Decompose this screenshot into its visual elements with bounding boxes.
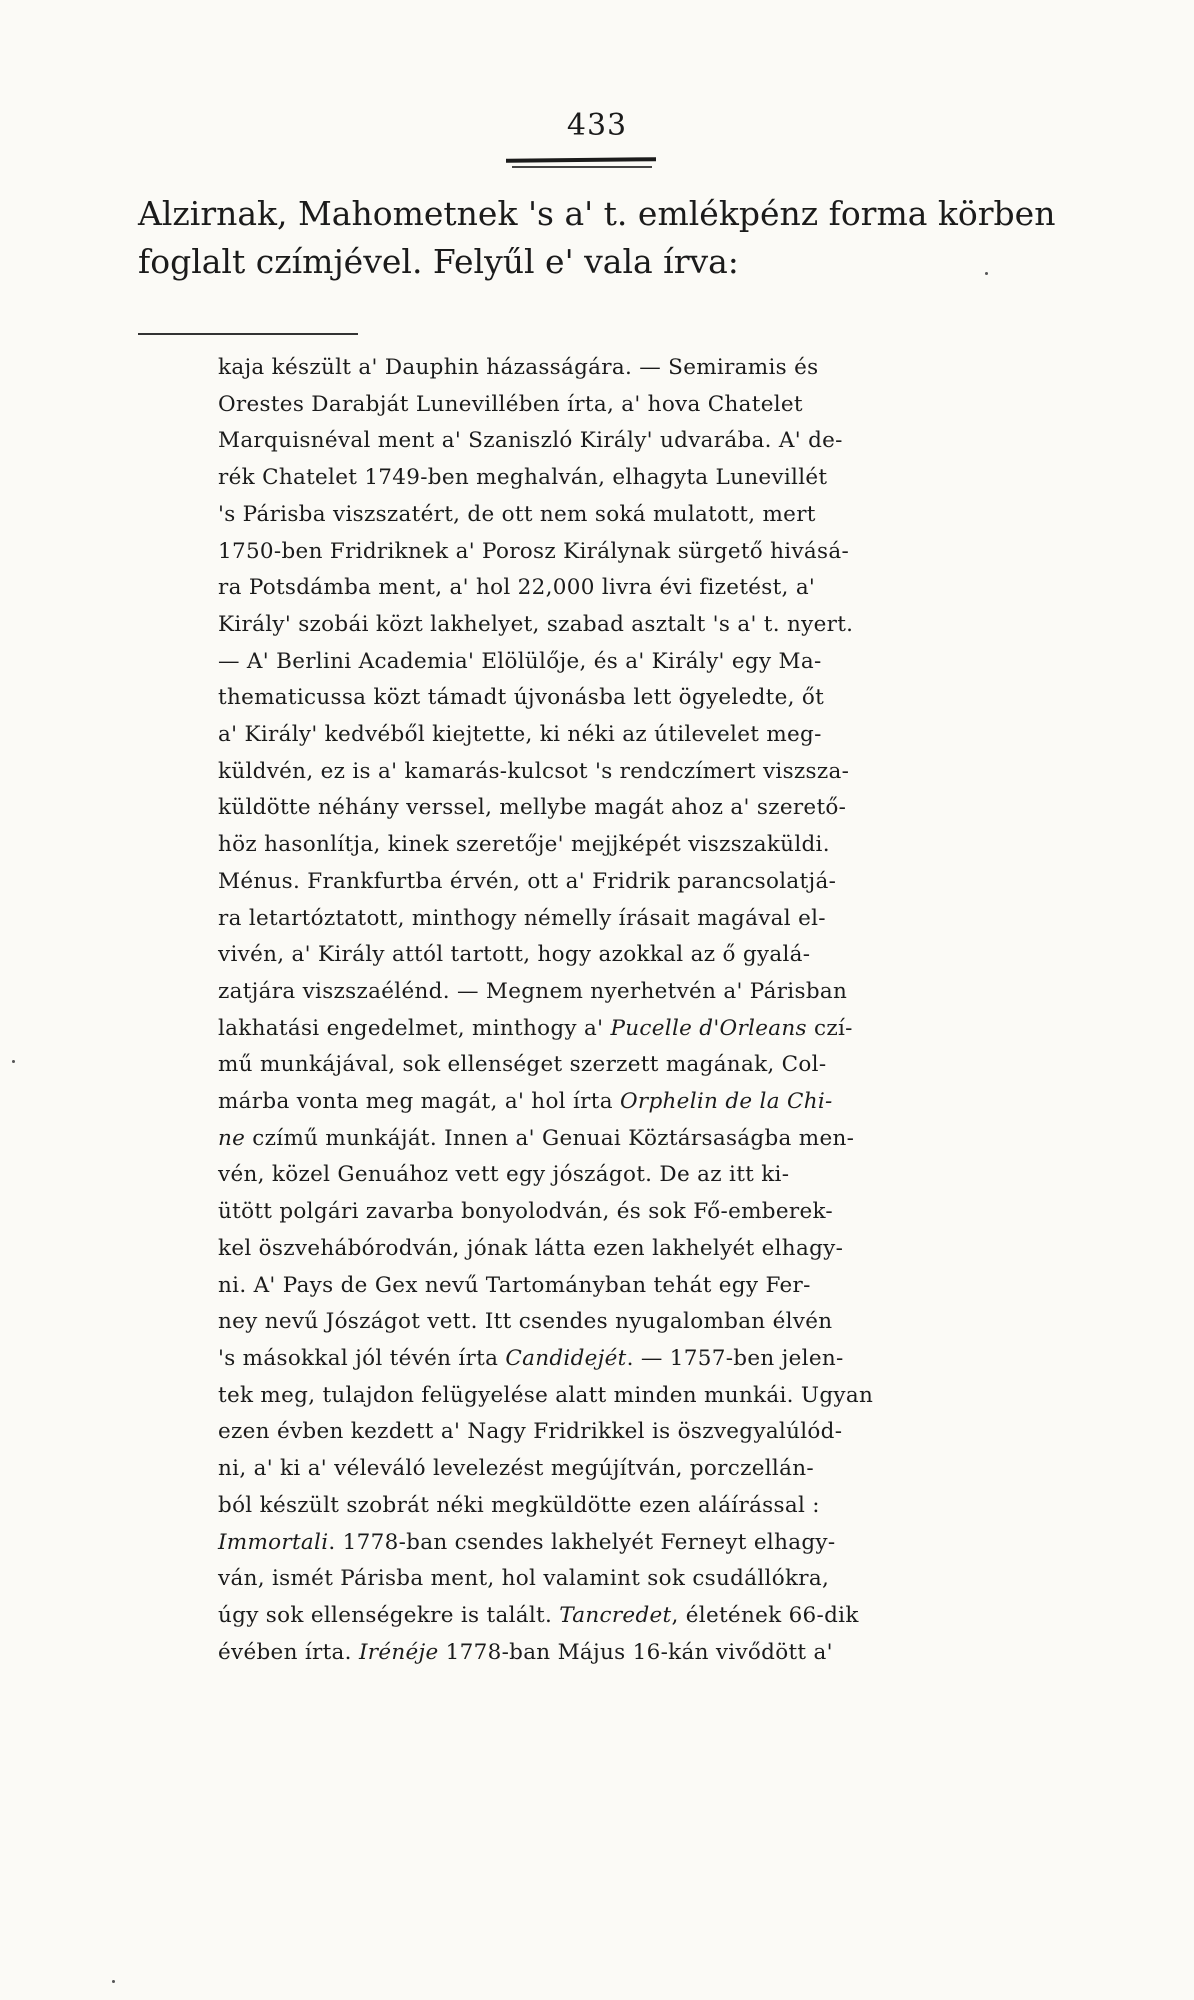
footnote-line — [218, 1084, 1068, 1121]
footnote-line — [218, 1194, 1068, 1231]
footnote-text — [218, 350, 1068, 1671]
footnote-line — [218, 901, 1068, 938]
footnote-line — [218, 754, 1068, 791]
footnote-text-run: czímű munkáját. Innen a' Genuai Köztársaságba men- — [245, 1125, 855, 1151]
footnote-line — [218, 1635, 1068, 1672]
footnote-text-run: lakhatási engedelmet, minthogy a' — [218, 1015, 611, 1041]
footnote-line — [218, 1451, 1068, 1488]
footnote-text-run: 1750-ben Fridriknek a' Porosz Királynak sürgető hivásá- — [218, 538, 850, 564]
footnote-line — [218, 1011, 1068, 1048]
footnote-text-run: 's másokkal jól tévén írta — [218, 1345, 506, 1371]
footnote-line — [218, 937, 1068, 974]
footnote-line — [218, 790, 1068, 827]
footnote-text-run: küldötte néhány verssel, mellybe magát ahoz a' szerető- — [218, 795, 847, 821]
page-number: 433 — [566, 108, 628, 143]
footnote-text-run: ra Potsdámba ment, a' hol 22,000 livra évi fizetést, a' — [218, 575, 816, 601]
footnote-text-run: a' Király' kedvéből kiejtette, ki néki az útilevelet meg- — [218, 722, 822, 748]
intro-line: foglalt czímjével. Felyűl e' vala írva: — [138, 242, 739, 281]
footnote-text-run: mű munkájával, sok ellenséget szerzett magának, Col- — [218, 1052, 827, 1078]
footnote-text-run: Orestes Darabját Lunevillében írta, a' hova Chatelet — [218, 391, 803, 417]
footnote-text-run: czí- — [806, 1015, 853, 1041]
footnote-line — [218, 1525, 1068, 1562]
footnote-text-run: vivén, a' Király attól tartott, hogy azokkal az ő gyalá- — [218, 942, 811, 968]
italic-title: Tancredet — [559, 1602, 672, 1628]
footnote-text-run: kaja készült a' Dauphin házasságára. — Semiramis és — [218, 355, 819, 380]
footnote-line — [218, 717, 1068, 754]
footnote-text-run: thematicussa közt támadt újvonásba lett ögyeledte, őt — [218, 685, 825, 711]
footnote-line — [218, 1121, 1068, 1158]
footnote-text-run: ván, ismét Párisba ment, hol valamint sok csudállókra, — [218, 1566, 830, 1592]
italic-title: Candidejét — [505, 1345, 627, 1371]
footnote-text-run: rék Chatelet 1749-ben meghalván, elhagyta Lunevillét — [218, 465, 828, 491]
italic-title: Immortali — [218, 1529, 329, 1555]
footnote-line — [218, 1304, 1068, 1341]
footnote-line — [218, 387, 1068, 424]
footnote-text-run: Ménus. Frankfurtba érvén, ott a' Fridrik parancsolatjá- — [218, 868, 837, 894]
footnote-text-run: Király' szobái közt lakhelyet, szabad asztalt 's a' t. nyert. — [218, 611, 854, 637]
italic-title: Orphelin de la Chi- — [619, 1089, 833, 1115]
italic-title: Pucelle d'Orleans — [610, 1015, 807, 1041]
footnote-text-run: ütött polgári zavarba bonyolodván, és sok Fő-emberek- — [218, 1199, 834, 1225]
footnote-line — [218, 423, 1068, 460]
footnote-line — [218, 1414, 1068, 1451]
italic-title: Irénéje — [358, 1639, 439, 1665]
footnote-line — [218, 607, 1068, 644]
footnote-line — [218, 534, 1068, 571]
footnote-line — [218, 350, 1068, 387]
italic-title: ne — [218, 1125, 246, 1151]
footnote-line — [218, 1598, 1068, 1635]
footnote-line — [218, 1378, 1068, 1415]
header-rule-thin — [512, 166, 652, 168]
footnote-line — [218, 1268, 1068, 1305]
footnote-text-run: évében írta. — [218, 1639, 359, 1665]
footnote-text-run: tek meg, tulajdon felügyelése alatt minden munkái. Ugyan — [218, 1382, 874, 1408]
footnote-line — [218, 1047, 1068, 1084]
footnote-rule — [138, 333, 358, 335]
footnote-text-run: höz hasonlítja, kinek szeretője' mejjképét viszszaküldi. — [218, 832, 830, 858]
footnote-text-run: zatjára viszszaélénd. — Megnem nyerhetvén a' Párisban — [218, 978, 848, 1004]
footnote-text-run: 's Párisba viszszatért, de ott nem soká mulatott, mert — [218, 501, 816, 527]
footnote-line — [218, 570, 1068, 607]
footnote-line — [218, 1341, 1068, 1378]
footnote-line — [218, 827, 1068, 864]
footnote-line — [218, 460, 1068, 497]
footnote-text-run: — A' Berlini Academia' Elölülője, és a' Király' egy Ma- — [218, 648, 822, 674]
footnote-text-run: kel öszvehábórodván, jónak látta ezen lakhelyét elhagy- — [218, 1235, 844, 1261]
footnote-text-run: . 1778-ban csendes lakhelyét Ferneyt elhagy- — [328, 1529, 836, 1555]
intro-text — [138, 190, 1056, 286]
print-speck — [12, 1060, 15, 1063]
footnote-text-run: ney nevű Jószágot vett. Itt csendes nyugalomban élvén — [218, 1309, 833, 1335]
footnote-line — [218, 680, 1068, 717]
footnote-line — [218, 864, 1068, 901]
footnote-text-run: ezen évben kezdett a' Nagy Fridrikkel is öszvegyalúlód- — [218, 1419, 843, 1445]
footnote-text-run: ra letartóztatott, minthogy némelly írásait magával el- — [218, 905, 826, 931]
print-speck — [112, 1980, 115, 1983]
footnote-text-run: ból készült szobrát néki megküldötte ezen aláírással : — [218, 1492, 820, 1518]
footnote-text-run: ni. A' Pays de Gex nevű Tartományban tehát egy Fer- — [218, 1272, 811, 1298]
footnote-line — [218, 1231, 1068, 1268]
footnote-text-run: vén, közel Genuához vett egy jószágot. De az itt ki- — [218, 1162, 790, 1188]
footnote-text-run: 1778-ban Május 16-kán vivődött a' — [438, 1639, 833, 1665]
footnote-line — [218, 974, 1068, 1011]
footnote-line — [218, 1488, 1068, 1525]
footnote-line — [218, 497, 1068, 534]
footnote-text-run: küldvén, ez is a' kamarás-kulcsot 's rendczímert viszsza- — [218, 758, 850, 784]
footnote-text-run: úgy sok ellenségekre is talált. — [218, 1602, 560, 1628]
print-speck — [985, 272, 988, 275]
footnote-line — [218, 644, 1068, 681]
intro-line: Alzirnak, Mahometnek 's a' t. emlékpénz forma körben — [138, 194, 1056, 233]
footnote-text-run: , életének 66-dik — [671, 1602, 859, 1628]
footnote-line — [218, 1561, 1068, 1598]
footnote-text-run: Marquisnéval ment a' Szaniszló Király' udvarába. A' de- — [218, 428, 843, 454]
footnote-text-run: . — 1757-ben jelen- — [626, 1345, 844, 1371]
footnote-line — [218, 1157, 1068, 1194]
footnote-text-run: ni, a' ki a' véleváló levelezést megújítván, porczellán- — [218, 1456, 814, 1482]
header-rule — [506, 157, 656, 163]
footnote-text-run: márba vonta meg magát, a' hol írta — [218, 1089, 620, 1115]
